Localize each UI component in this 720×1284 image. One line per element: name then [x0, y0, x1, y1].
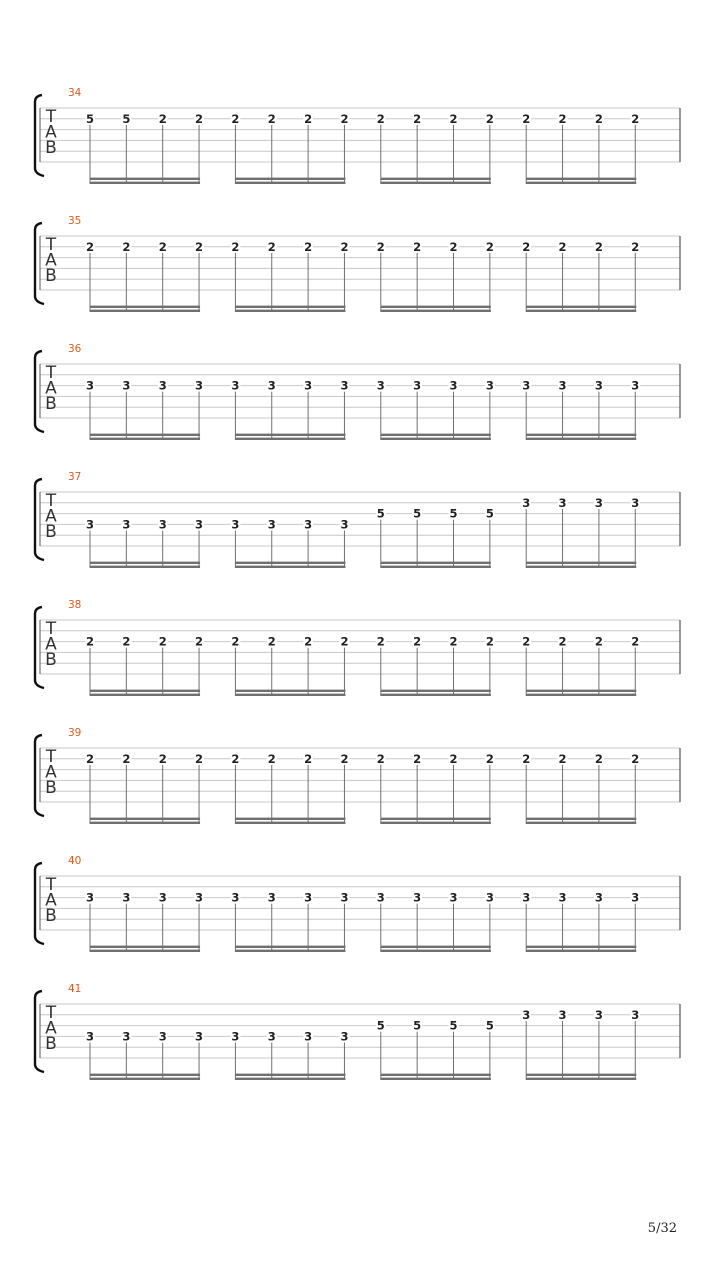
fret-number: 2: [195, 751, 204, 766]
fret-number: 2: [231, 634, 240, 649]
beam-secondary: [90, 310, 200, 312]
tab-clef-letter: B: [45, 650, 57, 670]
fret-number: 2: [522, 634, 531, 649]
beam-secondary: [90, 950, 200, 952]
measure-number: 41: [68, 983, 82, 995]
fret-number: 3: [85, 378, 95, 393]
fret-number: 2: [413, 751, 422, 766]
beam-primary: [381, 1074, 491, 1076]
fret-number: 3: [522, 378, 531, 393]
beam-primary: [235, 946, 345, 948]
fret-number: 2: [195, 239, 204, 254]
beam-primary: [526, 946, 636, 948]
fret-number: 2: [122, 239, 131, 254]
fret-number: 3: [195, 517, 204, 532]
fret-number: 2: [594, 111, 603, 126]
beam-secondary: [90, 182, 200, 184]
tab-clef-letter: B: [45, 522, 57, 542]
beam-secondary: [381, 182, 491, 184]
fret-number: 2: [267, 634, 276, 649]
fret-number: 2: [522, 239, 531, 254]
page-number: 5/32: [647, 1221, 677, 1236]
beam-secondary: [235, 566, 345, 568]
fret-number: 3: [558, 378, 567, 393]
fret-number: 5: [376, 1018, 385, 1033]
fret-number: 2: [413, 111, 422, 126]
beam-primary: [381, 562, 491, 564]
fret-number: 2: [158, 111, 167, 126]
beam-primary: [235, 562, 345, 564]
fret-number: 2: [231, 751, 240, 766]
beam-primary: [381, 434, 491, 436]
fret-number: 2: [267, 239, 276, 254]
beam-secondary: [235, 822, 345, 824]
fret-number: 3: [158, 1029, 167, 1044]
fret-number: 2: [594, 751, 603, 766]
fret-number: 5: [413, 1018, 422, 1033]
beam-primary: [526, 178, 636, 180]
fret-number: 2: [304, 239, 313, 254]
fret-number: 2: [522, 111, 531, 126]
fret-number: 2: [231, 111, 240, 126]
beam-primary: [90, 434, 200, 436]
fret-number: 2: [340, 634, 349, 649]
beam-primary: [90, 178, 200, 180]
fret-number: 2: [231, 239, 240, 254]
fret-number: 2: [158, 751, 167, 766]
beam-secondary: [381, 694, 491, 696]
fret-number: 3: [267, 517, 276, 532]
tab-system: [35, 471, 680, 568]
fret-number: 2: [195, 111, 204, 126]
beam-secondary: [526, 1078, 636, 1080]
measure-number: 38: [68, 599, 82, 611]
fret-number: 3: [376, 378, 385, 393]
fret-number: 3: [231, 890, 240, 905]
fret-number: 2: [485, 111, 494, 126]
fret-number: 2: [158, 239, 167, 254]
tab-clef-letter: T: [45, 875, 57, 895]
beam-primary: [90, 946, 200, 948]
fret-number: 2: [449, 239, 458, 254]
fret-number: 5: [413, 506, 422, 521]
fret-number: 3: [449, 890, 458, 905]
beam-secondary: [526, 438, 636, 440]
fret-number: 2: [122, 634, 131, 649]
fret-number: 3: [304, 890, 313, 905]
fret-number: 2: [558, 634, 567, 649]
fret-number: 3: [340, 1029, 349, 1044]
fret-number: 2: [413, 239, 422, 254]
fret-number: 3: [122, 1029, 131, 1044]
beam-secondary: [526, 822, 636, 824]
fret-number: 3: [158, 517, 167, 532]
beam-primary: [235, 178, 345, 180]
fret-number: 3: [631, 890, 640, 905]
fret-number: 2: [594, 634, 603, 649]
beam-secondary: [526, 182, 636, 184]
fret-number: 3: [340, 890, 349, 905]
tab-clef-letter: B: [45, 266, 57, 286]
tab-system: [35, 599, 680, 696]
fret-number: 3: [195, 378, 204, 393]
tab-system: [35, 855, 680, 952]
beam-primary: [235, 690, 345, 692]
beam-secondary: [526, 694, 636, 696]
tab-clef-letter: B: [45, 394, 57, 414]
beam-secondary: [90, 566, 200, 568]
tab-system: [35, 983, 680, 1080]
tab-clef-letter: T: [45, 491, 57, 511]
beam-primary: [90, 562, 200, 564]
fret-number: 2: [631, 111, 640, 126]
fret-number: 3: [304, 1029, 313, 1044]
fret-number: 2: [158, 634, 167, 649]
fret-number: 5: [485, 1018, 494, 1033]
tab-clef-letter: A: [45, 762, 57, 783]
fret-number: 3: [594, 378, 603, 393]
tab-clef-letter: T: [45, 1003, 57, 1023]
fret-number: 5: [85, 111, 95, 126]
beam-secondary: [526, 566, 636, 568]
fret-number: 3: [485, 378, 494, 393]
measure-number: 34: [68, 87, 82, 99]
tab-system: [35, 727, 680, 824]
fret-number: 3: [158, 890, 167, 905]
tab-system: [35, 87, 680, 184]
fret-number: 3: [231, 378, 240, 393]
beam-primary: [235, 818, 345, 820]
measure-number: 36: [68, 343, 82, 355]
fret-number: 3: [631, 495, 640, 510]
fret-number: 3: [594, 495, 603, 510]
fret-number: 3: [122, 890, 131, 905]
fret-number: 3: [522, 1007, 531, 1022]
beam-secondary: [90, 438, 200, 440]
beam-primary: [381, 178, 491, 180]
fret-number: 3: [122, 378, 131, 393]
fret-number: 3: [558, 890, 567, 905]
tab-clef-letter: T: [45, 235, 57, 255]
fret-number: 2: [594, 239, 603, 254]
fret-number: 2: [376, 239, 385, 254]
fret-number: 2: [85, 239, 95, 254]
fret-number: 3: [304, 517, 313, 532]
beam-secondary: [235, 1078, 345, 1080]
beam-secondary: [235, 182, 345, 184]
fret-number: 3: [631, 1007, 640, 1022]
beam-secondary: [235, 694, 345, 696]
fret-number: 2: [558, 111, 567, 126]
beam-secondary: [526, 950, 636, 952]
measure-number: 40: [68, 855, 82, 867]
beam-primary: [381, 306, 491, 308]
tab-clef-letter: T: [45, 747, 57, 767]
fret-number: 5: [449, 1018, 458, 1033]
fret-number: 2: [413, 634, 422, 649]
fret-number: 3: [122, 517, 131, 532]
tab-clef-letter: B: [45, 778, 57, 798]
tab-clef-letter: A: [45, 634, 57, 655]
fret-number: 3: [558, 495, 567, 510]
measure-number: 39: [68, 727, 82, 739]
fret-number: 2: [304, 751, 313, 766]
tab-clef-letter: T: [45, 619, 57, 639]
fret-number: 3: [522, 890, 531, 905]
fret-number: 2: [195, 634, 204, 649]
fret-number: 3: [267, 378, 276, 393]
beam-primary: [381, 946, 491, 948]
fret-number: 3: [413, 378, 422, 393]
beam-secondary: [235, 438, 345, 440]
fret-number: 2: [267, 751, 276, 766]
fret-number: 2: [558, 239, 567, 254]
tab-clef-letter: A: [45, 378, 57, 399]
fret-number: 2: [485, 634, 494, 649]
tab-clef-letter: B: [45, 906, 57, 926]
fret-number: 2: [267, 111, 276, 126]
fret-number: 3: [195, 1029, 204, 1044]
beam-secondary: [90, 694, 200, 696]
fret-number: 3: [594, 890, 603, 905]
tab-clef-letter: A: [45, 890, 57, 911]
beam-secondary: [381, 310, 491, 312]
fret-number: 2: [631, 751, 640, 766]
fret-number: 2: [85, 634, 95, 649]
fret-number: 2: [376, 111, 385, 126]
beam-secondary: [90, 822, 200, 824]
beam-secondary: [381, 566, 491, 568]
beam-primary: [526, 434, 636, 436]
fret-number: 3: [158, 378, 167, 393]
fret-number: 3: [85, 1029, 95, 1044]
fret-number: 3: [267, 1029, 276, 1044]
tab-clef-letter: A: [45, 1018, 57, 1039]
tab-clef-letter: A: [45, 250, 57, 271]
beam-secondary: [90, 1078, 200, 1080]
fret-number: 2: [449, 111, 458, 126]
beam-secondary: [381, 950, 491, 952]
fret-number: 5: [376, 506, 385, 521]
fret-number: 3: [85, 517, 95, 532]
fret-number: 2: [304, 634, 313, 649]
fret-number: 3: [485, 890, 494, 905]
fret-number: 3: [413, 890, 422, 905]
fret-number: 2: [376, 751, 385, 766]
beam-primary: [381, 690, 491, 692]
fret-number: 3: [304, 378, 313, 393]
fret-number: 3: [449, 378, 458, 393]
fret-number: 2: [376, 634, 385, 649]
beam-primary: [235, 306, 345, 308]
fret-number: 2: [340, 111, 349, 126]
fret-number: 5: [122, 111, 131, 126]
measure-number: 35: [68, 215, 82, 227]
beam-primary: [90, 818, 200, 820]
beam-secondary: [381, 1078, 491, 1080]
fret-number: 2: [449, 634, 458, 649]
fret-number: 3: [558, 1007, 567, 1022]
fret-number: 2: [304, 111, 313, 126]
beam-primary: [526, 306, 636, 308]
tab-clef-letter: A: [45, 506, 57, 527]
fret-number: 2: [485, 751, 494, 766]
beam-primary: [526, 818, 636, 820]
tab-clef-letter: B: [45, 138, 57, 158]
fret-number: 3: [340, 517, 349, 532]
fret-number: 5: [485, 506, 494, 521]
fret-number: 3: [231, 517, 240, 532]
beam-primary: [90, 306, 200, 308]
tab-system: [35, 215, 680, 312]
fret-number: 2: [122, 751, 131, 766]
fret-number: 2: [340, 239, 349, 254]
fret-number: 3: [594, 1007, 603, 1022]
tab-clef-letter: T: [45, 363, 57, 383]
fret-number: 2: [631, 634, 640, 649]
fret-number: 3: [231, 1029, 240, 1044]
beam-secondary: [235, 310, 345, 312]
beam-secondary: [235, 950, 345, 952]
fret-number: 2: [340, 751, 349, 766]
beam-secondary: [381, 822, 491, 824]
fret-number: 2: [485, 239, 494, 254]
beam-secondary: [381, 438, 491, 440]
fret-number: 3: [195, 890, 204, 905]
fret-number: 2: [522, 751, 531, 766]
fret-number: 3: [631, 378, 640, 393]
tab-clef-letter: T: [45, 107, 57, 127]
beam-primary: [526, 1074, 636, 1076]
fret-number: 5: [449, 506, 458, 521]
fret-number: 3: [340, 378, 349, 393]
fret-number: 3: [376, 890, 385, 905]
fret-number: 2: [449, 751, 458, 766]
fret-number: 2: [558, 751, 567, 766]
beam-primary: [235, 434, 345, 436]
fret-number: 3: [85, 890, 95, 905]
beam-primary: [235, 1074, 345, 1076]
measure-number: 37: [68, 471, 82, 483]
beam-primary: [90, 690, 200, 692]
fret-number: 3: [522, 495, 531, 510]
fret-number: 3: [267, 890, 276, 905]
beam-primary: [526, 690, 636, 692]
tab-clef-letter: A: [45, 122, 57, 143]
beam-primary: [90, 1074, 200, 1076]
fret-number: 2: [85, 751, 95, 766]
beam-primary: [526, 562, 636, 564]
tab-system: [35, 343, 680, 440]
beam-primary: [381, 818, 491, 820]
fret-number: 2: [631, 239, 640, 254]
tab-clef-letter: B: [45, 1034, 57, 1054]
beam-secondary: [526, 310, 636, 312]
